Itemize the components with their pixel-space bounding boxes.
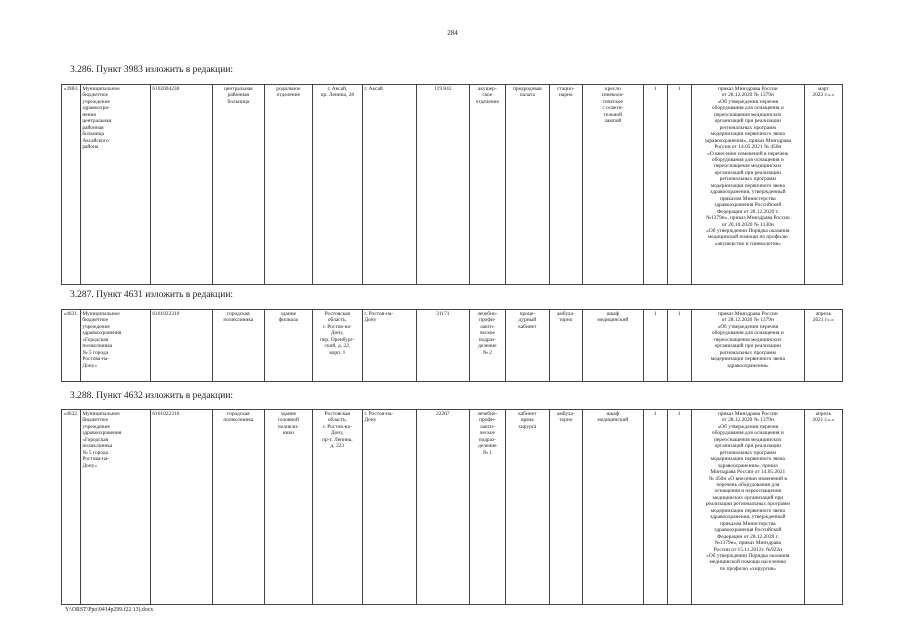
cell-settlement: г. Ростов-на- Дону	[362, 410, 416, 605]
cell-facility-type: городская поликлиника	[212, 410, 264, 605]
cell-room: процe- дурный кабинет	[505, 310, 549, 382]
cell-quantity-1: 1	[643, 310, 667, 382]
section-heading-3286: 3.286. Пункт 3983 изложить в редакции:	[70, 65, 234, 75]
cell-population: 31171	[416, 310, 469, 382]
cell-care-mode: амбула- торно	[549, 410, 582, 605]
cell-building: здание филиала	[264, 310, 312, 382]
cell-address: Ростовская область, г. Ростов-на- Дону, пр-т. Ленина, д. 223	[312, 410, 362, 605]
file-path-footer: Y:\ORST\Ppo\0414p299.f22 13).docx	[65, 607, 154, 613]
cell-equipment: шкаф медицинский	[582, 410, 643, 605]
cell-regulation: приказ Минздрава России от 28.12.2020 № 1379н «Об утверждении перечня оборудования для оснащения и переоснащения медицинских организаций при реализации региональных программ модернизации первичного звена здравоохранения», приказ Минздрава России от 14.05.2021 № 450н «О внесении изменений в перечень оборудования для оснащения и переоснащения медицинских организаций при реализации региональных программ модернизации первичного звена здравоохранения, утвержденный приказом Министерства здравоохранения Российской Федерации от 28.12.2020 г. №1379н», приказ Минздрава России от 15.11.2012г. №922н «Об утверждении Порядка оказания медицинской помощи населению по профилю «хирургия»	[691, 410, 804, 605]
cell-equipment: шкаф медицинский	[582, 310, 643, 382]
cell-quantity-1: 1	[643, 85, 667, 285]
record-table-4631	[61, 309, 843, 382]
cell-care-mode: амбула- торно	[549, 310, 582, 382]
cell-address: г. Аксай, пр. Ленина, 28	[312, 85, 362, 285]
cell-item-number: «3983.	[62, 85, 81, 285]
cell-date: апрель 2021 г.».»	[804, 410, 842, 605]
cell-item-number: «4631.	[62, 310, 81, 382]
cell-quantity-1: 1	[643, 410, 667, 605]
page-number: 284	[447, 29, 458, 37]
cell-room: предродовая палата	[505, 85, 549, 285]
cell-inn: 6161022310	[150, 410, 212, 605]
cell-equipment: кресло гинеколо- гическое с освети- тельной лампой	[582, 85, 643, 285]
section-heading-3287: 3.287. Пункт 4631 изложить в редакции:	[70, 290, 234, 300]
cell-organization: Муниципальное бюджетное учреждение здравоохра- нения центральная районная больница Аксайского района	[80, 85, 150, 285]
cell-building: здание головной поликли- ники	[264, 410, 312, 605]
cell-department: лечебно- профи- лакти- ческое подраз- деление № 1	[469, 410, 505, 605]
cell-inn: 6161022310	[150, 310, 212, 382]
cell-quantity-2: 1	[667, 85, 691, 285]
cell-organization: Муниципальное бюджетное учреждение здравоохранения «Городская поликлиника № 5 города Ростова-на- Дону»	[80, 310, 150, 382]
cell-population: 119 843	[416, 85, 469, 285]
cell-address: Ростовская область, г. Ростов-на- Дону, пер. Оренбург- ский, д. 22, корп. 1	[312, 310, 362, 382]
record-table-3983	[61, 84, 843, 285]
cell-facility-type: центральная районная больница	[212, 85, 264, 285]
cell-department: лечебно- профи- лакти- ческое подраз- деление № 2	[469, 310, 505, 382]
cell-facility-type: городская поликлиника	[212, 310, 264, 382]
cell-regulation: приказ Минздрава России от 28.12.2020 № 1379н «Об утверждении перечня оборудования для оснащения и переоснащения медицинских организаций при реализации региональных программ модернизации первичного звена здравоохранения»	[691, 310, 804, 382]
cell-settlement: г. Аксай	[362, 85, 416, 285]
cell-date: апрель 2021 г».»	[804, 310, 842, 382]
cell-building: родильное отделение	[264, 85, 312, 285]
cell-quantity-2: 1	[667, 310, 691, 382]
cell-regulation: приказ Минздрава России от 28.12.2020 № 1379н «Об утверждении перечня оборудования для оснащения и переоснащения медицинских организаций при реализации региональных программ модернизации первичного звена здравоохранения», приказ Минздрава России от 14.05.2021 № 450н «О внесении изменений в перечень оборудования для оснащения и переоснащения медицинских организаций при реализации региональных программ модернизации первичного звена здравоохранения, утвержденный приказом Министерства здравоохранения Российской Федерации от 28.12.2020 г. №1379н», приказ Минздрава России от 20.10.2020 № 1130н «Об утверждении Порядка оказания медицинской помощи по профилю «акушерство и гинекология»	[691, 85, 804, 285]
section-heading-3288: 3.288. Пункт 4632 изложить в редакции:	[70, 391, 234, 401]
cell-department: акушер- ское отделение	[469, 85, 505, 285]
cell-quantity-2: 1	[667, 410, 691, 605]
cell-room: кабинет врача хирурга	[505, 410, 549, 605]
cell-inn: 6102004238	[150, 85, 212, 285]
cell-item-number: «4632.	[62, 410, 81, 605]
record-table-4632	[61, 409, 843, 605]
cell-population: 22267	[416, 410, 469, 605]
cell-date: март 2022 г.».»	[804, 85, 842, 285]
cell-settlement: г. Ростов-на- Дону	[362, 310, 416, 382]
cell-care-mode: стацио- нарно	[549, 85, 582, 285]
cell-organization: Муниципальное бюджетное учреждение здравоохранения «Городская поликлиника № 5 города Ростова-на- Дону»	[80, 410, 150, 605]
